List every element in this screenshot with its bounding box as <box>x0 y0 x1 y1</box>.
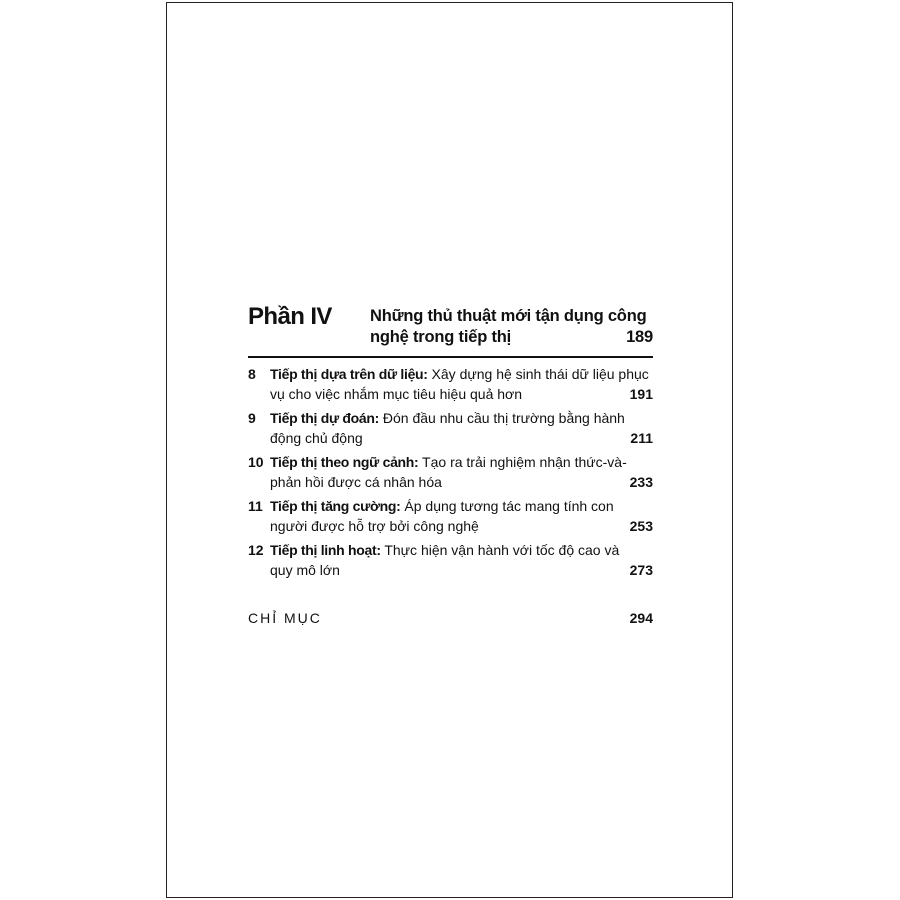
chapter-line2 <box>270 428 653 448</box>
chapter-page-number: 253 <box>629 518 653 534</box>
chapter-text <box>270 452 653 492</box>
part-title-line1: Những thủ thuật mới tận dụng công <box>370 307 647 325</box>
chapter-line1 <box>270 496 653 516</box>
chapter-entry-11 <box>248 496 653 540</box>
chapter-text <box>270 408 653 448</box>
chapter-text <box>270 540 653 580</box>
chapter-title: Tiếp thị dựa trên dữ liệu: <box>270 366 428 382</box>
part-page-number: 189 <box>626 328 653 346</box>
chapter-page-number: 211 <box>630 430 653 446</box>
chapter-subtitle-end: quy mô lớn <box>270 562 340 578</box>
chapter-entry-8 <box>248 364 653 408</box>
chapter-title: Tiếp thị dự đoán: <box>270 410 379 426</box>
chapter-entry-10 <box>248 452 653 496</box>
chapter-number: 8 <box>248 366 256 382</box>
part-label: Phần IV <box>248 303 332 330</box>
chapter-number: 11 <box>248 498 263 514</box>
table-of-contents <box>248 303 653 353</box>
chapter-number: 9 <box>248 410 256 426</box>
chapter-entry-12 <box>248 540 653 584</box>
chapter-subtitle-start: Xây dựng hệ sinh thái dữ liệu phục <box>427 366 649 382</box>
chapter-subtitle-start: Đón đầu nhu cầu thị trường bằng hành <box>379 410 625 426</box>
chapter-page-number: 273 <box>629 562 653 578</box>
chapter-line1 <box>270 364 653 384</box>
chapter-line2 <box>270 472 653 492</box>
chapter-entry-9 <box>248 408 653 452</box>
chapter-line1 <box>270 452 653 472</box>
chapter-text <box>270 364 653 404</box>
chapter-title: Tiếp thị linh hoạt: <box>270 542 381 558</box>
chapter-list <box>248 364 653 584</box>
chapter-subtitle-start: Thực hiện vận hành với tốc độ cao và <box>380 542 620 558</box>
heading-divider <box>248 356 653 358</box>
chapter-page-number: 191 <box>629 386 653 402</box>
part-title-line2 <box>370 327 653 348</box>
chapter-number: 12 <box>248 542 264 558</box>
index-page-number: 294 <box>629 610 653 626</box>
index-entry <box>248 608 653 628</box>
chapter-page-number: 233 <box>629 474 653 490</box>
chapter-line2 <box>270 516 653 536</box>
chapter-subtitle-end: vụ cho việc nhắm mục tiêu hiệu quả hơn <box>270 386 522 402</box>
part-title <box>370 306 653 348</box>
index-label: CHỈ MỤC <box>248 610 322 626</box>
chapter-subtitle-start: Tạo ra trải nghiệm nhận thức-và- <box>418 454 627 470</box>
chapter-title: Tiếp thị tăng cường: <box>270 498 401 514</box>
chapter-subtitle-end: động chủ động <box>270 430 363 446</box>
chapter-number: 10 <box>248 454 264 470</box>
chapter-line1 <box>270 540 653 560</box>
chapter-subtitle-start: Áp dụng tương tác mang tính con <box>400 498 614 514</box>
chapter-title: Tiếp thị theo ngữ cảnh: <box>270 454 419 470</box>
part-title-line2-text: nghệ trong tiếp thị <box>370 328 512 346</box>
part-heading <box>248 303 653 353</box>
chapter-line2 <box>270 384 653 404</box>
chapter-subtitle-end: phản hồi được cá nhân hóa <box>270 474 442 490</box>
chapter-line2 <box>270 560 653 580</box>
chapter-line1 <box>270 408 653 428</box>
chapter-subtitle-end: người được hỗ trợ bởi công nghệ <box>270 518 479 534</box>
chapter-text <box>270 496 653 536</box>
